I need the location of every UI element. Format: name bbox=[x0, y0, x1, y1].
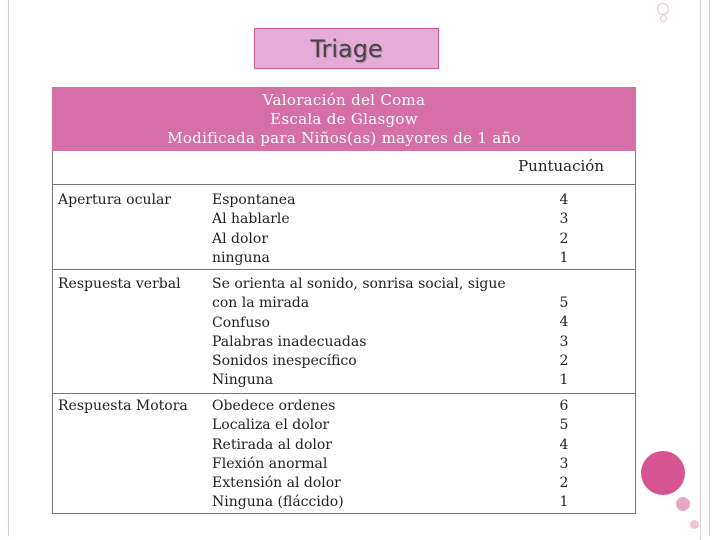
row-item: Obedece ordenes bbox=[212, 398, 336, 414]
row-score: 3 bbox=[559, 211, 569, 228]
row-score: 4 bbox=[559, 192, 569, 208]
row-score: 2 bbox=[559, 352, 569, 369]
row-score: 1 bbox=[559, 249, 569, 266]
row-item: Palabras inadecuadas bbox=[212, 333, 367, 350]
row-item: Confuso bbox=[212, 314, 270, 331]
row-item: Localiza el dolor bbox=[212, 417, 330, 434]
row-item: Al dolor bbox=[212, 230, 269, 247]
row-category: Respuesta verbal bbox=[58, 276, 181, 292]
row-scores bbox=[552, 294, 576, 390]
row-score: 2 bbox=[559, 230, 569, 247]
score-header-label: Puntuación bbox=[518, 157, 604, 175]
table-row bbox=[52, 185, 636, 270]
decorative-rail bbox=[700, 0, 701, 540]
row-score: 1 bbox=[559, 494, 569, 511]
row-item: Sonidos inespecífico bbox=[212, 353, 357, 370]
row-score: 3 bbox=[559, 333, 569, 350]
decorative-circle bbox=[676, 497, 690, 511]
row-score: 4 bbox=[559, 314, 569, 331]
row-score: 4 bbox=[559, 436, 569, 453]
row-item: Al hablarle bbox=[212, 211, 290, 228]
row-scores bbox=[552, 397, 576, 513]
row-item: con la mirada bbox=[212, 295, 310, 312]
row-items bbox=[212, 397, 344, 513]
row-item: Se orienta al sonido, sonrisa social, sigue bbox=[212, 276, 506, 292]
decorative-circle bbox=[641, 451, 685, 495]
decorative-circle bbox=[660, 15, 667, 22]
row-category: Apertura ocular bbox=[58, 192, 171, 208]
header-line-1: Valoración del Coma bbox=[262, 91, 426, 109]
row-item: Espontanea bbox=[212, 192, 296, 208]
row-item: Ninguna bbox=[212, 372, 274, 389]
decorative-circle bbox=[657, 3, 669, 15]
row-score: 5 bbox=[559, 295, 569, 311]
row-category: Respuesta Motora bbox=[58, 398, 188, 414]
header-line-2: Escala de Glasgow bbox=[270, 110, 418, 128]
score-header-row bbox=[52, 151, 636, 185]
row-item: Extensión al dolor bbox=[212, 475, 341, 492]
row-score: 5 bbox=[559, 417, 569, 434]
slide-title: Triage bbox=[254, 28, 439, 69]
decorative-circle bbox=[690, 520, 699, 529]
table-row bbox=[52, 270, 636, 394]
row-score: 2 bbox=[559, 475, 569, 492]
row-item: ninguna bbox=[212, 249, 270, 266]
row-score: 6 bbox=[559, 398, 569, 414]
table-header bbox=[52, 87, 636, 151]
row-item: Ninguna (fláccido) bbox=[212, 494, 344, 511]
row-scores bbox=[552, 191, 576, 268]
row-items bbox=[212, 275, 506, 391]
row-item: Flexión anormal bbox=[212, 455, 328, 472]
row-score: 3 bbox=[559, 455, 569, 472]
row-items bbox=[212, 191, 295, 268]
header-line-3: Modificada para Niños(as) mayores de 1 año bbox=[167, 129, 521, 147]
row-item: Retirada al dolor bbox=[212, 436, 332, 453]
table-row bbox=[52, 394, 636, 514]
row-score: 1 bbox=[559, 372, 569, 389]
